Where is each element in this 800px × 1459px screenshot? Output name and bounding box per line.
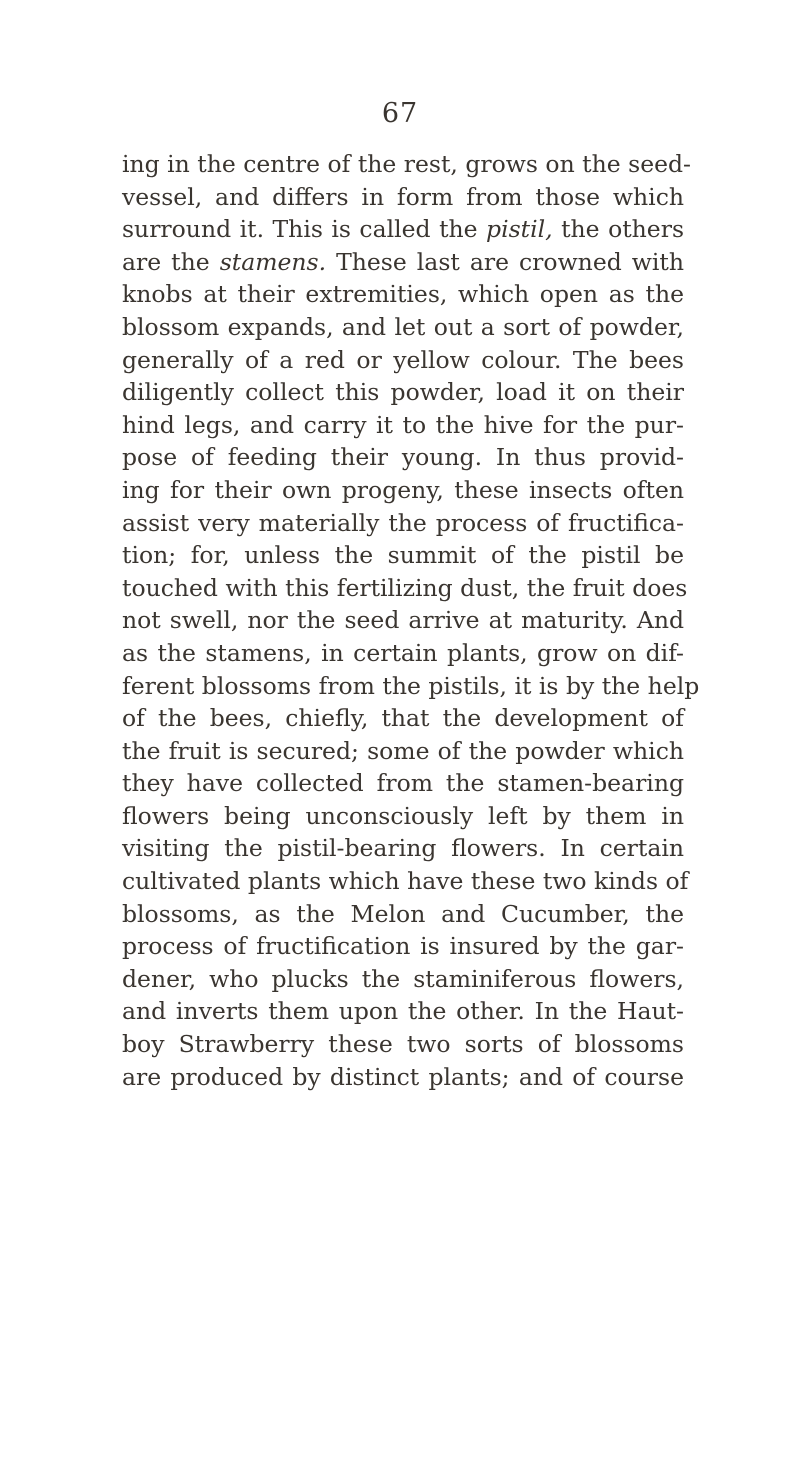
text-line: tion; for, unless the summit of the pistil be xyxy=(122,541,684,570)
text-line: and inverts them upon the other. In the Haut- xyxy=(122,997,684,1026)
text-line: blossoms, as the Melon and Cucumber, the xyxy=(122,899,684,928)
text-line: generally of a red or yellow colour. The bees xyxy=(122,345,684,374)
text-line: process of fructification is insured by the gar- xyxy=(122,932,684,961)
text-segment: the others xyxy=(552,215,684,244)
page-number: 67 xyxy=(381,98,419,129)
text-line: not swell, nor the seed arrive at maturity. And xyxy=(122,606,684,635)
text-line: knobs at their extremities, which open as the xyxy=(122,280,684,309)
italic-term: stamens. xyxy=(219,247,327,276)
text-line: boy Strawberry these two sorts of blossoms xyxy=(122,1030,684,1059)
text-line: visiting the pistil-bearing flowers. In certain xyxy=(122,834,684,863)
text-line: dener, who plucks the staminiferous flowers, xyxy=(122,964,684,993)
text-line xyxy=(122,213,684,246)
text-line: as the stamens, in certain plants, grow on dif- xyxy=(122,638,684,667)
body-text xyxy=(122,148,700,1093)
text-line: ferent blossoms from the pistils, it is by the help xyxy=(122,671,700,700)
text-line xyxy=(122,246,684,279)
text-line: diligently collect this powder, load it on their xyxy=(122,378,684,407)
text-line: assist very materially the process of fructifica- xyxy=(122,508,684,537)
text-line: ing for their own progeny, these insects often xyxy=(122,475,684,504)
text-line: are produced by distinct plants; and of course xyxy=(122,1062,684,1091)
text-segment: These last are crowned with xyxy=(326,247,684,276)
text-line: pose of feeding their young. In thus provid- xyxy=(122,443,684,472)
text-line: ing in the centre of the rest, grows on the seed- xyxy=(122,150,691,178)
text-line: they have collected from the stamen-bearing xyxy=(122,769,684,798)
text-line: flowers being unconsciously left by them in xyxy=(122,801,684,830)
text-segment: are the xyxy=(122,247,220,276)
text-line: the fruit is secured; some of the powder which xyxy=(122,736,684,765)
text-line: vessel, and differs in form from those which xyxy=(122,182,684,211)
text-line: touched with this fertilizing dust, the fruit does xyxy=(122,573,688,602)
text-line: hind legs, and carry it to the hive for the pur- xyxy=(122,410,684,439)
text-line: cultivated plants which have these two kinds of xyxy=(122,867,689,896)
italic-term: pistil, xyxy=(486,215,553,244)
text-line: of the bees, chiefly, that the development of xyxy=(122,704,684,733)
text-line: blossom expands, and let out a sort of powder, xyxy=(122,312,684,341)
text-segment: surround it. This is called the xyxy=(122,215,487,244)
